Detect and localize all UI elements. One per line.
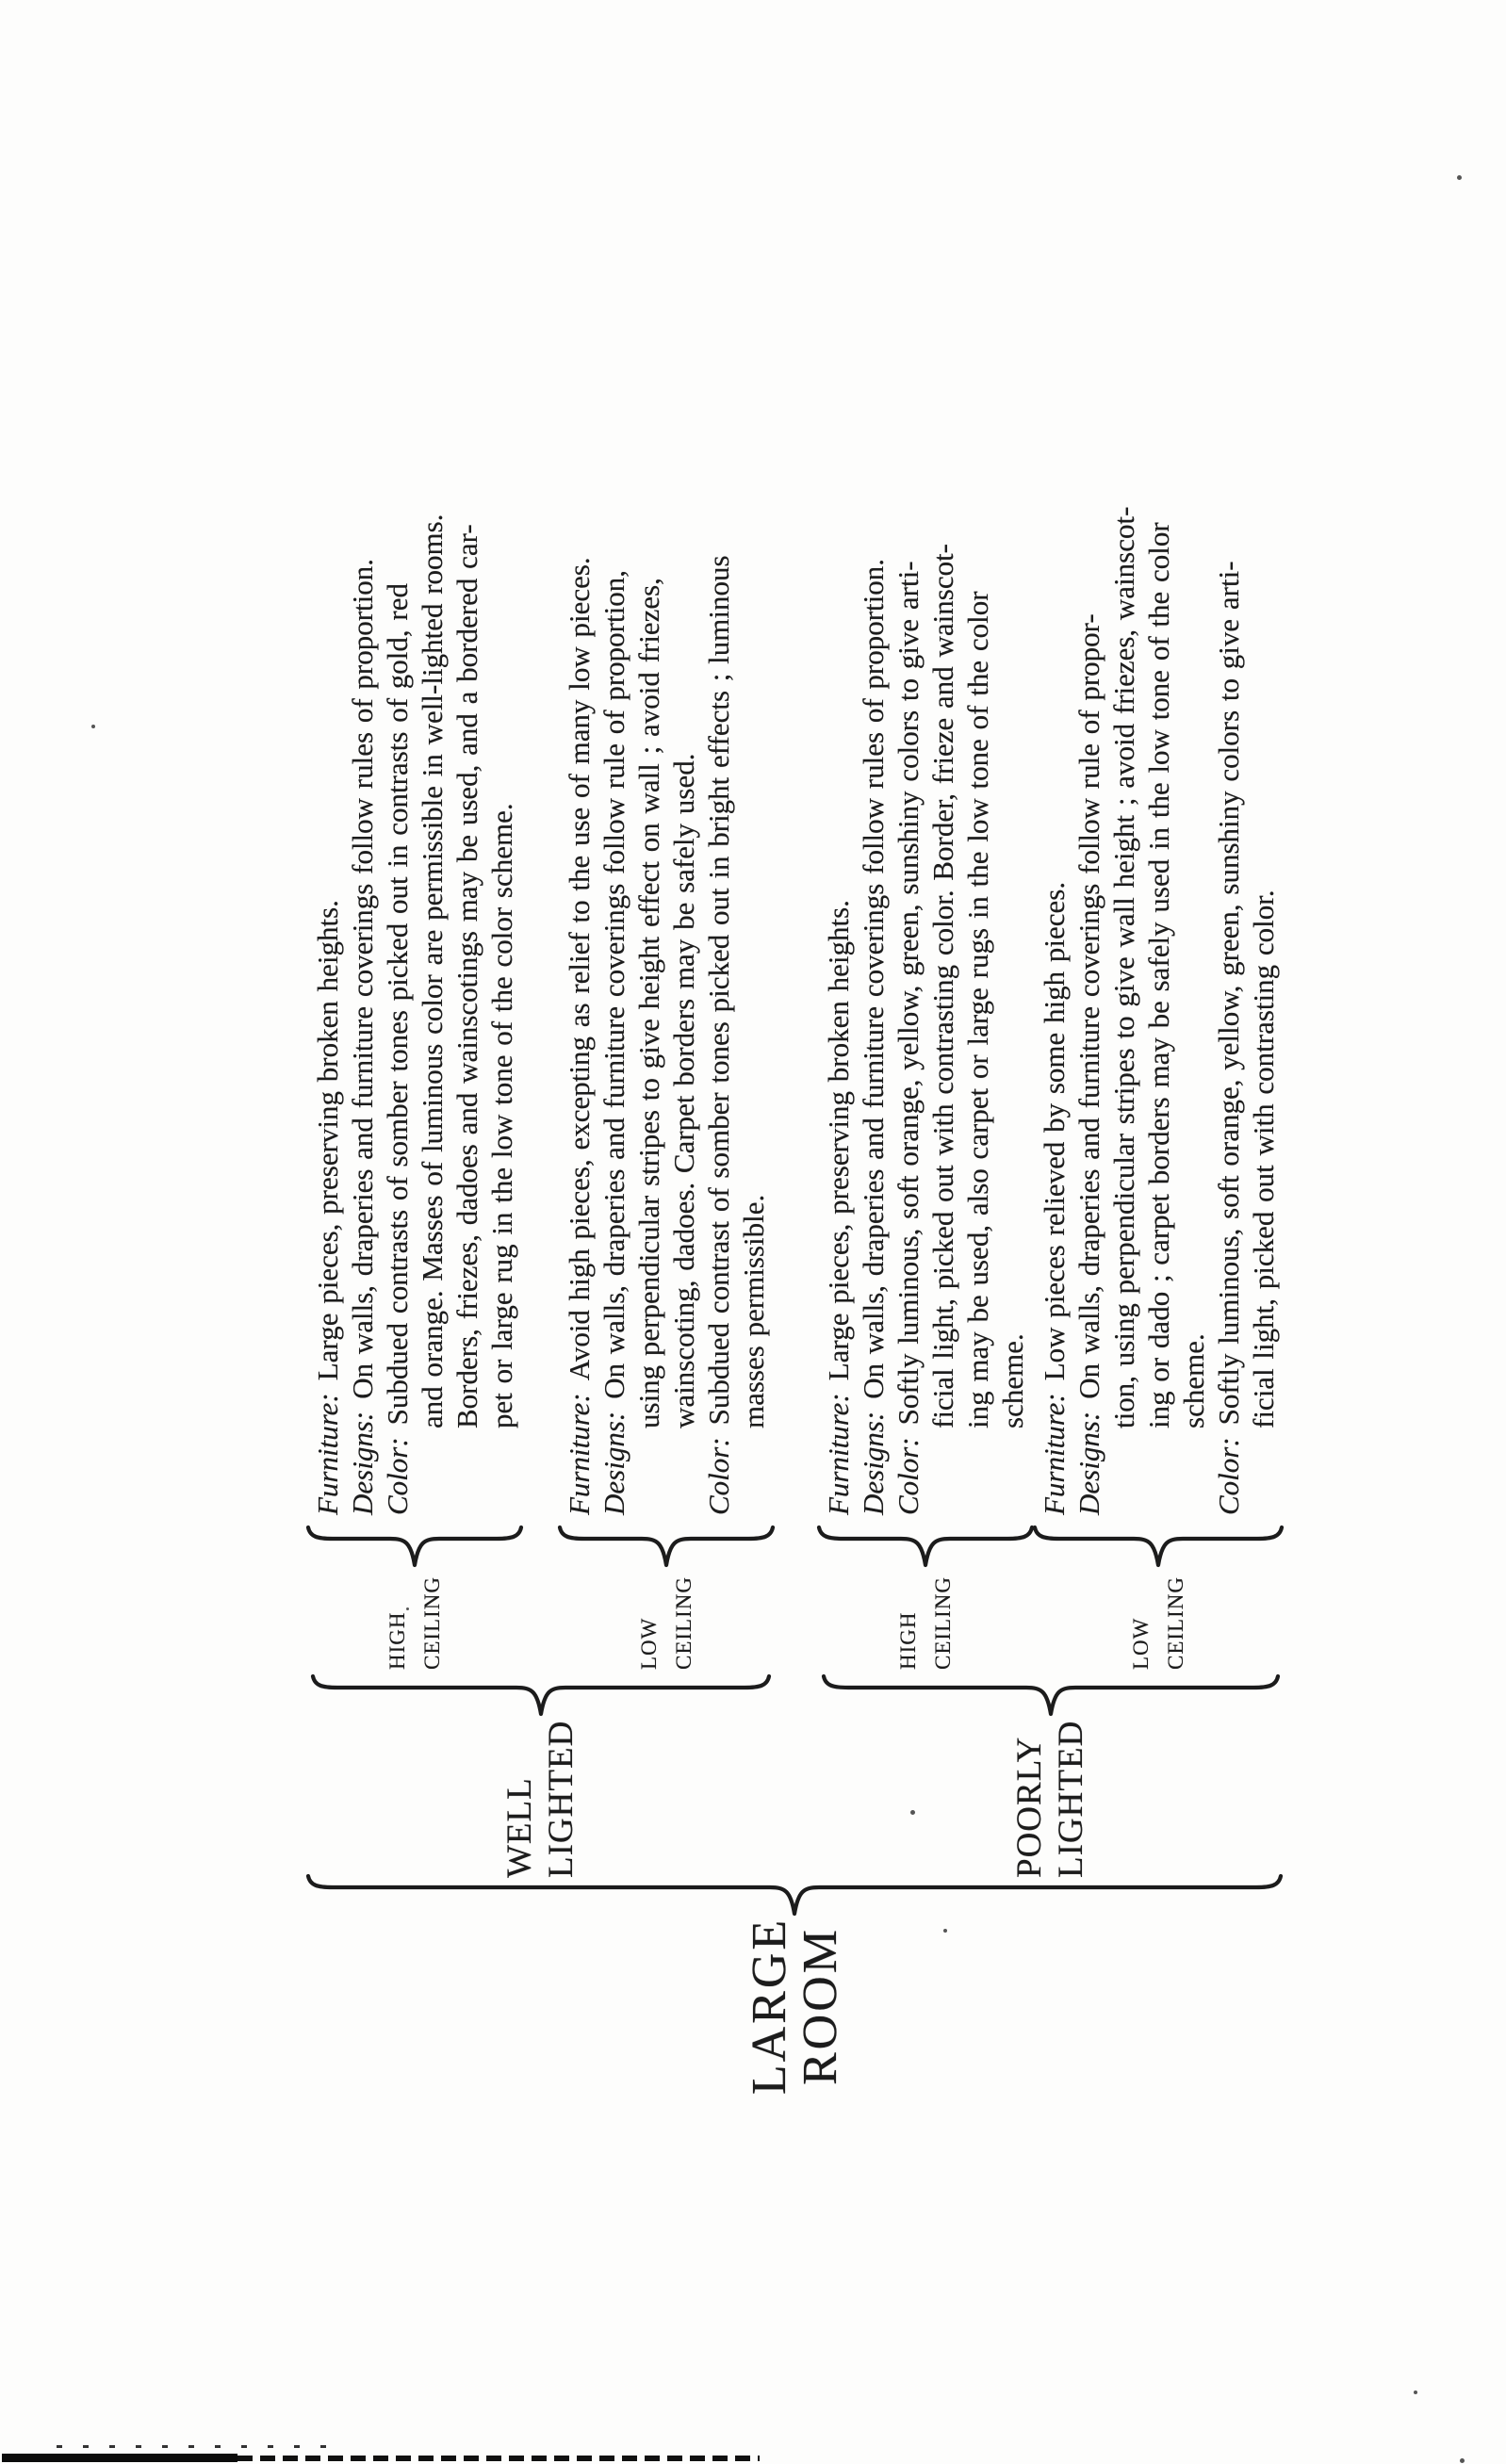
entry-label: Designs: bbox=[857, 1411, 890, 1515]
ceiling-label bbox=[631, 1576, 701, 1670]
entry-label: Furniture: bbox=[1038, 1393, 1071, 1515]
entry-label: Color: bbox=[702, 1437, 735, 1515]
entry-label: Color: bbox=[1212, 1437, 1245, 1515]
ink-speck bbox=[943, 1929, 947, 1933]
group-label-line: LIGHTED bbox=[1052, 1720, 1090, 1878]
entry bbox=[310, 196, 345, 1515]
entry bbox=[1211, 196, 1281, 1515]
entry-line bbox=[562, 196, 597, 1515]
ceiling-label-line: CEILING bbox=[420, 1576, 444, 1670]
ceiling-label-line: HIGH bbox=[896, 1611, 920, 1670]
entry-label: Furniture: bbox=[563, 1393, 596, 1515]
ink-speck bbox=[1460, 2458, 1465, 2463]
entry-line bbox=[821, 196, 856, 1515]
entry bbox=[345, 196, 380, 1515]
entry bbox=[597, 196, 701, 1515]
ceiling-label-line: CEILING bbox=[672, 1576, 696, 1670]
entry-line: pet or large rug in the low tone of the color scheme. bbox=[485, 803, 518, 1428]
root-brace bbox=[306, 1872, 1283, 1917]
entry-text: Softly luminous, soft orange, yellow, green, sunshiny colors to give arti- bbox=[892, 561, 925, 1426]
paragraph-block bbox=[821, 196, 1030, 1515]
group-label-line: WELL bbox=[500, 1777, 539, 1878]
scan-edge-mark bbox=[2, 2454, 237, 2462]
entry-label: Designs: bbox=[1072, 1411, 1105, 1515]
ink-speck bbox=[910, 1810, 915, 1815]
entry-line bbox=[380, 196, 415, 1515]
entry-line: scheme. bbox=[1177, 1333, 1210, 1428]
group-label bbox=[499, 1721, 582, 1878]
ceiling-label-line: HIGH bbox=[385, 1611, 409, 1670]
group-label bbox=[1009, 1721, 1092, 1878]
entry-line: ficial light, picked out with contrasting color. Border, frieze and wainscot- bbox=[926, 543, 959, 1428]
ink-speck bbox=[1457, 175, 1462, 180]
entry-label: Designs: bbox=[597, 1411, 630, 1515]
entry-label: Furniture: bbox=[822, 1393, 855, 1515]
entry-line: scheme. bbox=[996, 1333, 1029, 1428]
entry-line: tion, using perpendicular stripes to give wall height ; avoid friezes, wainscot- bbox=[1107, 506, 1140, 1428]
entry bbox=[856, 196, 891, 1515]
entry-label: Color: bbox=[892, 1437, 925, 1515]
ceiling-label-line: CEILING bbox=[931, 1576, 955, 1670]
entry-line bbox=[701, 196, 736, 1515]
entry-line: ficial light, picked out with contrasting color. bbox=[1247, 889, 1280, 1428]
entry-line: Borders, friezes, dadoes and wainscotings may be used, and a bordered car- bbox=[450, 524, 483, 1428]
paragraph-brace bbox=[558, 1524, 775, 1569]
entry bbox=[1072, 196, 1211, 1515]
entry bbox=[1037, 196, 1072, 1515]
paragraph-brace bbox=[1033, 1524, 1284, 1569]
entry-label: Designs: bbox=[346, 1411, 379, 1515]
ceiling-label-line: LOW bbox=[637, 1617, 661, 1670]
entry-text: On walls, draperies and furniture coverings follow rule of proportion, bbox=[597, 570, 630, 1399]
group-brace bbox=[822, 1673, 1280, 1718]
entry-line bbox=[1072, 196, 1106, 1515]
entry-text: Low pieces relieved by some high pieces. bbox=[1038, 881, 1071, 1381]
entry-line bbox=[1211, 196, 1246, 1515]
ceiling-label bbox=[380, 1576, 450, 1670]
paragraph-block bbox=[310, 196, 519, 1515]
ceiling-label bbox=[1123, 1576, 1193, 1670]
ceiling-label-line: CEILING bbox=[1164, 1576, 1187, 1670]
entry-line: and orange. Masses of luminous color are permissible in well-lighted rooms. bbox=[416, 514, 449, 1428]
entry-line bbox=[891, 196, 925, 1515]
entry-line bbox=[310, 196, 345, 1515]
entry-text: Softly luminous, soft orange, yellow, green, sunshiny colors to give arti- bbox=[1212, 561, 1245, 1426]
entry-text: Avoid high pieces, excepting as relief to the use of many low pieces. bbox=[563, 557, 596, 1381]
entry-label: Furniture: bbox=[311, 1393, 344, 1515]
entry-line: ing may be used, also carpet or large rugs in the low tone of the color bbox=[961, 591, 994, 1428]
entry bbox=[891, 196, 1030, 1515]
ink-speck bbox=[91, 725, 95, 728]
entry bbox=[380, 196, 519, 1515]
entry-line: ing or dado ; carpet borders may be safely used in the low tone of the color bbox=[1142, 522, 1175, 1428]
entry-text: On walls, draperies and furniture coverings follow rule of propor- bbox=[1072, 613, 1105, 1399]
entry-line bbox=[856, 196, 891, 1515]
entry-line: masses permissible. bbox=[737, 1194, 770, 1428]
scan-edge-mark bbox=[237, 2456, 760, 2461]
entry-text: On walls, draperies and furniture coverings follow rules of proportion. bbox=[857, 558, 890, 1399]
root-label-line: LARGE bbox=[743, 1917, 796, 2096]
ceiling-label-line: LOW bbox=[1129, 1617, 1153, 1670]
entry-line: using perpendicular stripes to give height effect on wall ; avoid friezes, bbox=[632, 578, 665, 1428]
entry-text: On walls, draperies and furniture coverings follow rules of proportion. bbox=[346, 558, 379, 1399]
entry-text: Large pieces, preserving broken heights. bbox=[822, 900, 855, 1381]
ceiling-label bbox=[891, 1576, 960, 1670]
group-label-line: LIGHTED bbox=[542, 1720, 581, 1878]
entry bbox=[821, 196, 856, 1515]
paragraph-block bbox=[562, 196, 771, 1515]
ink-speck bbox=[406, 1607, 409, 1610]
paragraph-block bbox=[1037, 196, 1281, 1515]
entry-line bbox=[345, 196, 380, 1515]
root-label-line: ROOM bbox=[794, 1926, 847, 2086]
entry-line: wainscoting, dadoes. Carpet borders may be safely used. bbox=[667, 753, 700, 1428]
paragraph-brace bbox=[817, 1524, 1034, 1569]
entry-line bbox=[1037, 196, 1072, 1515]
entry bbox=[701, 196, 771, 1515]
ink-speck bbox=[1414, 2391, 1417, 2394]
entry-text: Subdued contrasts of somber tones picked out in contrasts of gold, red bbox=[381, 583, 414, 1426]
scan-edge-mark bbox=[57, 2445, 339, 2448]
entry bbox=[562, 196, 597, 1515]
group-brace bbox=[311, 1673, 771, 1718]
entry-text: Large pieces, preserving broken heights. bbox=[311, 900, 344, 1381]
entry-text: Subdued contrast of somber tones picked out in bright effects ; luminous bbox=[702, 555, 735, 1426]
paragraph-brace bbox=[306, 1524, 523, 1569]
entry-label: Color: bbox=[381, 1437, 414, 1515]
entry-line bbox=[597, 196, 631, 1515]
root-label-large-room bbox=[745, 1916, 846, 2097]
group-label-line: POORLY bbox=[1010, 1736, 1049, 1878]
